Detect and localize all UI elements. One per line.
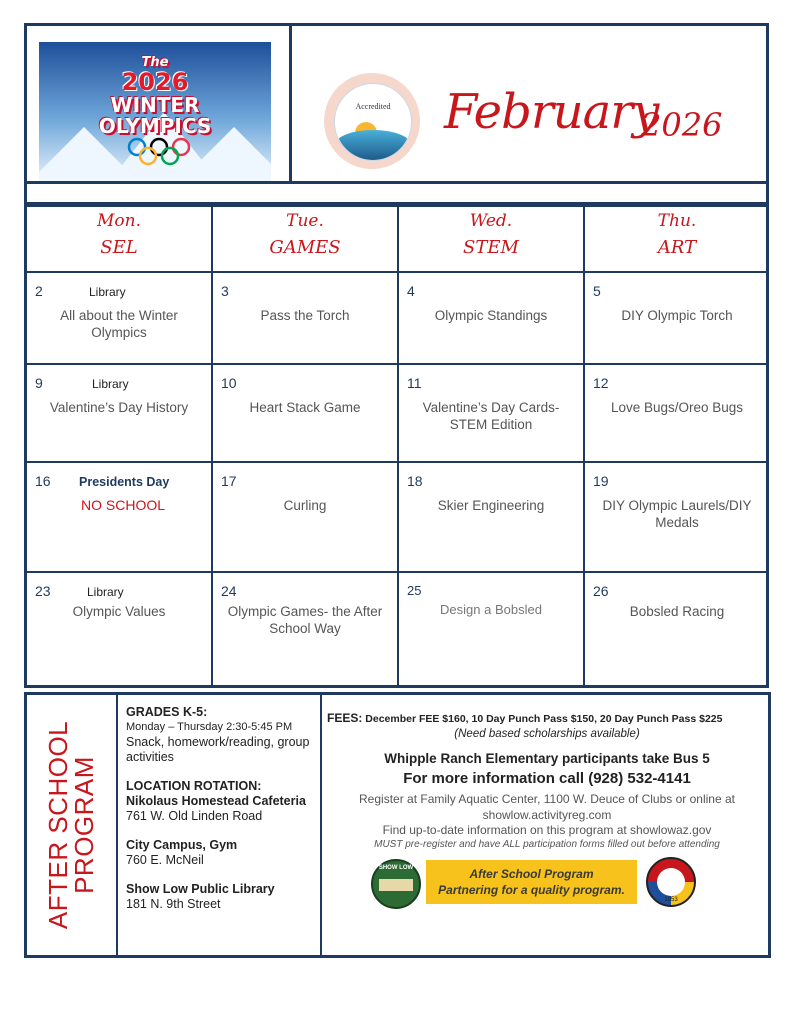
holiday-label: Presidents Day (79, 475, 170, 489)
date-number: 25 (407, 583, 422, 598)
date-number: 18 (407, 473, 423, 489)
activity-text: Valentine’s Day History (49, 400, 189, 415)
activity-text: Olympic Standings (434, 308, 548, 323)
date-number: 16 (35, 473, 51, 489)
date-number: 2 (35, 283, 43, 299)
day-cell (399, 463, 583, 571)
day-cell (213, 365, 397, 461)
activity-text: Design a Bobsled (440, 602, 542, 617)
date-number: 19 (593, 473, 609, 489)
date-number: 10 (221, 375, 237, 391)
day-cell (585, 573, 769, 685)
location-label: Library (92, 377, 129, 391)
phone-info: For more information call (928) 532-4141 (403, 770, 691, 787)
activity-text: All about the Winter Olympics (60, 308, 178, 340)
date-number: 23 (35, 583, 51, 599)
activity-text: Heart Stack Game (249, 400, 361, 415)
winter-olympics-banner-image (39, 42, 271, 182)
banner-year: 2026 (121, 67, 189, 96)
day-cell (399, 573, 583, 685)
date-number: 11 (407, 375, 422, 391)
day-cell (585, 365, 769, 461)
show-low-logo (371, 859, 421, 909)
grades-heading: GRADES K-5: (126, 705, 208, 719)
activity-text: Skier Engineering (437, 498, 545, 513)
day-cell (399, 273, 583, 363)
logo-text: SHOW LOW (378, 865, 414, 871)
activity-text: Valentine’s Day Cards- STEM Edition (422, 400, 560, 432)
after-school-program-panel (24, 692, 771, 958)
activity-text: Olympic Values (72, 604, 166, 619)
program-title-line: PROGRAM (69, 756, 99, 894)
partner-line: After School Program (469, 867, 594, 881)
location-heading: LOCATION ROTATION: (126, 779, 262, 793)
banner-line: OLYMPICS (98, 113, 212, 138)
location-address: 760 E. McNeil (126, 853, 204, 867)
year-title: 2026 (641, 106, 723, 144)
date-number: 24 (221, 583, 237, 599)
city-seal-logo (646, 857, 696, 907)
day-header-thursday (585, 207, 769, 273)
program-title-column (27, 695, 118, 955)
no-school-notice: NO SCHOOL (81, 497, 166, 513)
day-name: Thu. (657, 211, 697, 231)
activity-text: Olympic Games- the After School Way (227, 604, 383, 636)
day-header-wednesday (399, 207, 583, 273)
day-cell (585, 273, 769, 363)
location-name: Show Low Public Library (126, 882, 275, 896)
day-theme: SEL (100, 237, 138, 258)
program-details (126, 705, 318, 912)
program-title-line: AFTER SCHOOL (43, 720, 73, 930)
fees-label: FEES: (327, 711, 363, 725)
date-number: 5 (593, 283, 601, 299)
date-number: 3 (221, 283, 229, 299)
day-cell (27, 273, 211, 363)
location-address: 761 W. Old Linden Road (126, 809, 263, 823)
day-theme: GAMES (269, 237, 341, 258)
day-cell (213, 573, 397, 685)
calendar-header (24, 23, 769, 205)
day-cell (27, 573, 211, 685)
day-cell (213, 273, 397, 363)
day-header-monday (27, 207, 211, 273)
day-cell (27, 463, 211, 571)
partner-line: Partnering for a quality program. (438, 883, 625, 897)
logo-band (379, 879, 413, 891)
date-number: 9 (35, 375, 43, 391)
location-label: Library (89, 285, 126, 299)
seal-text: Accredited (355, 102, 391, 111)
date-number: 26 (593, 583, 609, 599)
day-cell (585, 463, 769, 571)
fees-text (327, 711, 767, 725)
day-name: Wed. (469, 211, 513, 231)
date-number: 4 (407, 283, 415, 299)
accreditation-seal (324, 73, 420, 169)
banner-title (39, 56, 271, 137)
registration-info: Register at Family Aquatic Center, 1100 W. Deuce of Clubs or online at showlow.activityreg.com (359, 792, 735, 822)
location-name: City Campus, Gym (126, 838, 238, 852)
activity-text: Curling (283, 498, 327, 513)
bus-note: Whipple Ranch Elementary participants take Bus 5 (384, 751, 710, 766)
activity-text: Bobsled Racing (629, 604, 725, 619)
day-cell (399, 365, 583, 461)
activity-text: Pass the Torch (260, 308, 350, 323)
activity-text: Love Bugs/Oreo Bugs (610, 400, 744, 415)
preregister-notice: MUST pre-register and have ALL participation forms filled out before attending (374, 839, 720, 850)
location-name: Nikolaus Homestead Cafeteria (126, 794, 306, 808)
schedule-text: Monday – Thursday 2:30-5:45 PM (126, 721, 293, 733)
scholarship-note: (Need based scholarships available) (454, 728, 640, 740)
day-cell (27, 365, 211, 461)
activity-text: DIY Olympic Laurels/DIY Medals (602, 498, 752, 530)
day-cell (213, 463, 397, 571)
location-address: 181 N. 9th Street (126, 897, 221, 911)
program-title (45, 705, 97, 945)
location-label: Library (87, 585, 124, 599)
day-header-tuesday (213, 207, 397, 273)
banner-line: The (141, 55, 169, 70)
day-theme: STEM (463, 237, 519, 258)
fees-values: December FEE $160, 10 Day Punch Pass $150, 20 Day Punch Pass $225 (365, 713, 723, 725)
date-number: 17 (221, 473, 237, 489)
banner-line: WINTER (110, 92, 200, 117)
header-divider (27, 181, 766, 184)
seal-year: 1953 (664, 897, 678, 903)
month-title: February (444, 84, 659, 140)
website-info: Find up-to-date information on this program at showlowaz.gov (382, 823, 712, 837)
wave-icon (335, 130, 411, 160)
panel-divider (320, 695, 322, 955)
day-theme: ART (657, 237, 697, 258)
seal-core (657, 868, 685, 896)
day-name: Tue. (286, 211, 324, 231)
date-number: 12 (593, 375, 609, 391)
includes-text: Snack, homework/reading, group activities (126, 735, 310, 764)
day-name: Mon. (97, 211, 141, 231)
header-divider (289, 26, 292, 181)
calendar-grid (24, 204, 769, 688)
olympic-rings-icon (127, 137, 191, 167)
activity-text: DIY Olympic Torch (621, 308, 733, 323)
partner-banner (426, 860, 637, 904)
